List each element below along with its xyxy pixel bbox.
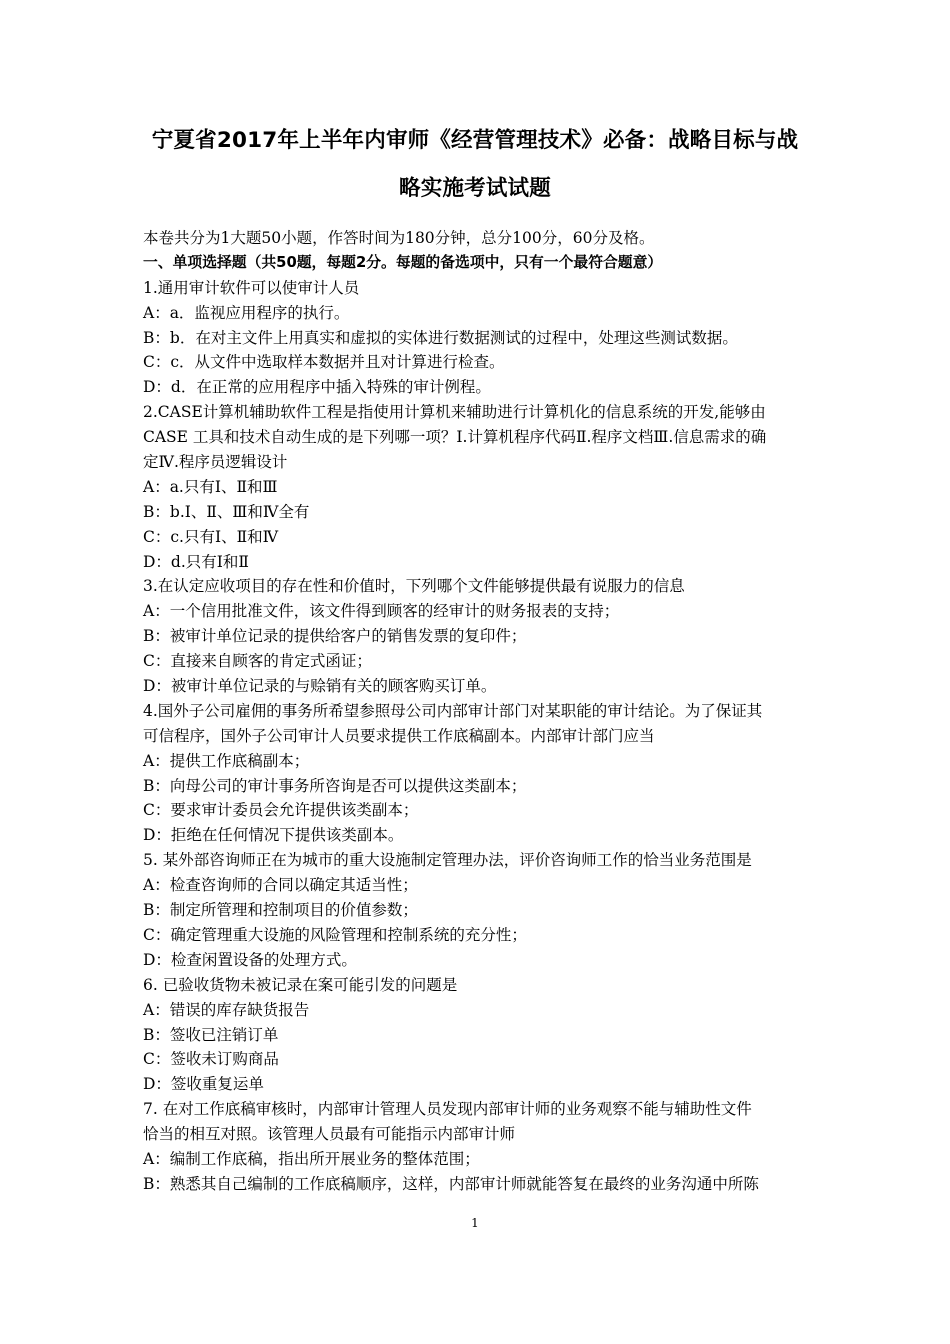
question-text-line: 5. 某外部咨询师正在为城市的重大设施制定管理办法，评价咨询师工作的恰当业务范围是 bbox=[143, 851, 752, 870]
answer-option: C：签收未订购商品 bbox=[143, 1050, 279, 1069]
answer-option: A：a.只有Ⅰ、Ⅱ和Ⅲ bbox=[143, 477, 278, 496]
answer-option: A：一个信用批准文件，该文件得到顾客的经审计的财务报表的支持； bbox=[143, 602, 620, 621]
section-heading: 一、单项选择题（共50题，每题2分。每题的备选项中，只有一个最符合题意） bbox=[143, 253, 663, 271]
question-text-line: 7. 在对工作底稿审核时，内部审计管理人员发现内部审计师的业务观察不能与辅助性文件 bbox=[143, 1100, 752, 1119]
answer-option: C：c.只有Ⅰ、Ⅱ和Ⅳ bbox=[143, 527, 279, 546]
question-text-line: 1.通用审计软件可以使审计人员 bbox=[143, 278, 360, 297]
answer-option: B：向母公司的审计事务所咨询是否可以提供这类副本； bbox=[143, 776, 527, 795]
answer-option: D：签收重复运单 bbox=[143, 1075, 264, 1094]
answer-option: C：直接来自顾客的肯定式函证； bbox=[143, 652, 372, 671]
answer-option: A：检查咨询师的合同以确定其适当性； bbox=[143, 876, 418, 895]
answer-option: B：熟悉其自己编制的工作底稿顺序，这样，内部审计师就能答复在最终的业务沟通中所陈 bbox=[143, 1174, 759, 1193]
question-text-line: 3.在认定应收项目的存在性和价值时，下列哪个文件能够提供最有说服力的信息 bbox=[143, 577, 685, 596]
question-list bbox=[143, 276, 815, 1197]
question-text-line: 2.CASE计算机辅助软件工程是指使用计算机来辅助进行计算机化的信息系统的开发,能够由 bbox=[143, 403, 766, 422]
answer-option: C：c．从文件中选取样本数据并且对计算进行检查。 bbox=[143, 353, 505, 372]
answer-option: B：签收已注销订单 bbox=[143, 1025, 279, 1044]
question-text-line: 4.国外子公司雇佣的事务所希望参照母公司内部审计部门对某职能的审计结论。为了保证其 bbox=[143, 701, 763, 720]
answer-option: A：错误的库存缺货报告 bbox=[143, 1000, 310, 1019]
answer-option: D：检查闲置设备的处理方式。 bbox=[143, 950, 357, 969]
answer-option: D：被审计单位记录的与赊销有关的顾客购买订单。 bbox=[143, 677, 497, 696]
page-number: 1 bbox=[471, 1216, 479, 1230]
answer-option: D：d.只有Ⅰ和Ⅱ bbox=[143, 552, 249, 571]
exam-intro: 本卷共分为1大题50小题，作答时间为180分钟，总分100分，60分及格。 bbox=[143, 229, 655, 247]
answer-option: B：制定所管理和控制项目的价值参数； bbox=[143, 901, 418, 920]
answer-option: A：提供工作底稿副本； bbox=[143, 751, 310, 770]
question-text-line: 6. 已验收货物未被记录在案可能引发的问题是 bbox=[143, 975, 458, 994]
answer-option: C：要求审计委员会允许提供该类副本； bbox=[143, 801, 419, 820]
answer-option: A：编制工作底稿，指出所开展业务的整体范围； bbox=[143, 1149, 480, 1168]
answer-option: B：b．在对主文件上用真实和虚拟的实体进行数据测试的过程中，处理这些测试数据。 bbox=[143, 328, 738, 347]
answer-option: D：拒绝在任何情况下提供该类副本。 bbox=[143, 826, 404, 845]
question-text-line: 定Ⅳ.程序员逻辑设计 bbox=[143, 453, 288, 472]
answer-option: B：b.Ⅰ、Ⅱ、Ⅲ和Ⅳ全有 bbox=[143, 502, 310, 521]
question-text-line: 可信程序，国外子公司审计人员要求提供工作底稿副本。内部审计部门应当 bbox=[143, 726, 655, 745]
answer-option: B：被审计单位记录的提供给客户的销售发票的复印件； bbox=[143, 627, 527, 646]
answer-option: A：a．监视应用程序的执行。 bbox=[143, 303, 350, 322]
question-text-line: CASE 工具和技术自动生成的是下列哪一项？Ⅰ.计算机程序代码Ⅱ.程序文档Ⅲ.信息需求的确 bbox=[143, 428, 767, 447]
answer-option: D：d．在正常的应用程序中插入特殊的审计例程。 bbox=[143, 378, 491, 397]
document-title-line-1: 宁夏省2017年上半年内审师《经营管理技术》必备：战略目标与战 bbox=[151, 128, 799, 153]
document-body bbox=[143, 226, 815, 1197]
answer-option: C：确定管理重大设施的风险管理和控制系统的充分性； bbox=[143, 925, 527, 944]
document-title-line-2: 略实施考试试题 bbox=[399, 176, 551, 201]
question-text-line: 恰当的相互对照。该管理人员最有可能指示内部审计师 bbox=[143, 1125, 516, 1144]
